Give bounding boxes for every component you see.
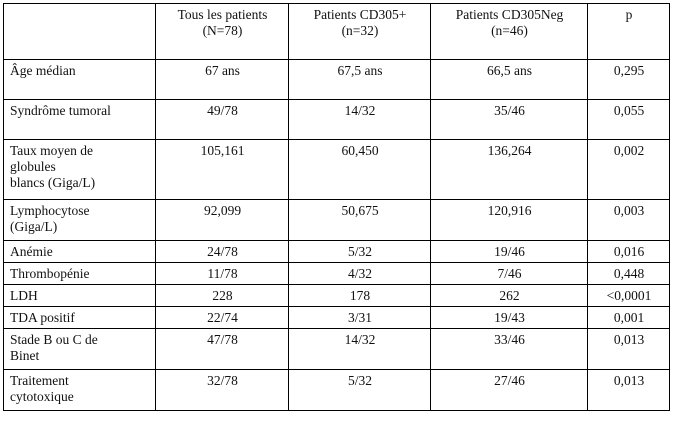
value-cell-p: 0,001 [588,307,670,329]
table-row [4,370,670,411]
value-cell-p: 0,013 [588,370,670,411]
header-cell-cd305-negative: Patients CD305Neg (n=46) [431,4,588,60]
value-cell-p: 0,002 [588,140,670,200]
value-cell-all: 32/78 [156,370,289,411]
header-cell-cd305-positive: Patients CD305+ (n=32) [289,4,431,60]
value-cell-cd305-positive: 14/32 [289,329,431,370]
table-row [4,200,670,241]
value-cell-cd305-positive: 5/32 [289,370,431,411]
value-cell-all: 11/78 [156,263,289,285]
value-cell-cd305-negative: 7/46 [431,263,588,285]
table-row [4,100,670,140]
header-cell-all-patients: Tous les patients (N=78) [156,4,289,60]
value-cell-all: 49/78 [156,100,289,140]
table-row [4,241,670,263]
value-cell-p: <0,0001 [588,285,670,307]
row-label: Thrombopénie [4,263,156,285]
value-cell-cd305-negative: 262 [431,285,588,307]
value-cell-cd305-negative: 66,5 ans [431,60,588,100]
value-cell-cd305-positive: 4/32 [289,263,431,285]
value-cell-cd305-negative: 35/46 [431,100,588,140]
value-cell-p: 0,003 [588,200,670,241]
value-cell-all: 22/74 [156,307,289,329]
value-cell-all: 228 [156,285,289,307]
table-row [4,285,670,307]
row-label: TDA positif [4,307,156,329]
table-row [4,307,670,329]
row-label: Traitement cytotoxique [4,370,156,411]
value-cell-p: 0,013 [588,329,670,370]
value-cell-p: 0,448 [588,263,670,285]
value-cell-cd305-positive: 60,450 [289,140,431,200]
table-row [4,263,670,285]
value-cell-p: 0,055 [588,100,670,140]
value-cell-cd305-negative: 27/46 [431,370,588,411]
value-cell-all: 92,099 [156,200,289,241]
value-cell-all: 67 ans [156,60,289,100]
header-row [4,4,670,60]
row-label: LDH [4,285,156,307]
row-label: Syndrôme tumoral [4,100,156,140]
table-row [4,140,670,200]
value-cell-cd305-negative: 19/43 [431,307,588,329]
value-cell-cd305-negative: 33/46 [431,329,588,370]
patient-characteristics-table [3,3,670,411]
table-row [4,60,670,100]
row-label: Lymphocytose (Giga/L) [4,200,156,241]
value-cell-p: 0,016 [588,241,670,263]
header-cell-p-value: p [588,4,670,60]
value-cell-cd305-negative: 136,264 [431,140,588,200]
value-cell-cd305-positive: 50,675 [289,200,431,241]
value-cell-p: 0,295 [588,60,670,100]
value-cell-cd305-positive: 67,5 ans [289,60,431,100]
value-cell-cd305-positive: 5/32 [289,241,431,263]
value-cell-all: 47/78 [156,329,289,370]
row-label: Taux moyen de globules blancs (Giga/L) [4,140,156,200]
value-cell-all: 105,161 [156,140,289,200]
value-cell-cd305-negative: 19/46 [431,241,588,263]
table-row [4,329,670,370]
row-label: Âge médian [4,60,156,100]
row-label: Stade B ou C de Binet [4,329,156,370]
value-cell-cd305-positive: 178 [289,285,431,307]
value-cell-cd305-negative: 120,916 [431,200,588,241]
value-cell-all: 24/78 [156,241,289,263]
value-cell-cd305-positive: 3/31 [289,307,431,329]
header-cell-empty [4,4,156,60]
row-label: Anémie [4,241,156,263]
value-cell-cd305-positive: 14/32 [289,100,431,140]
